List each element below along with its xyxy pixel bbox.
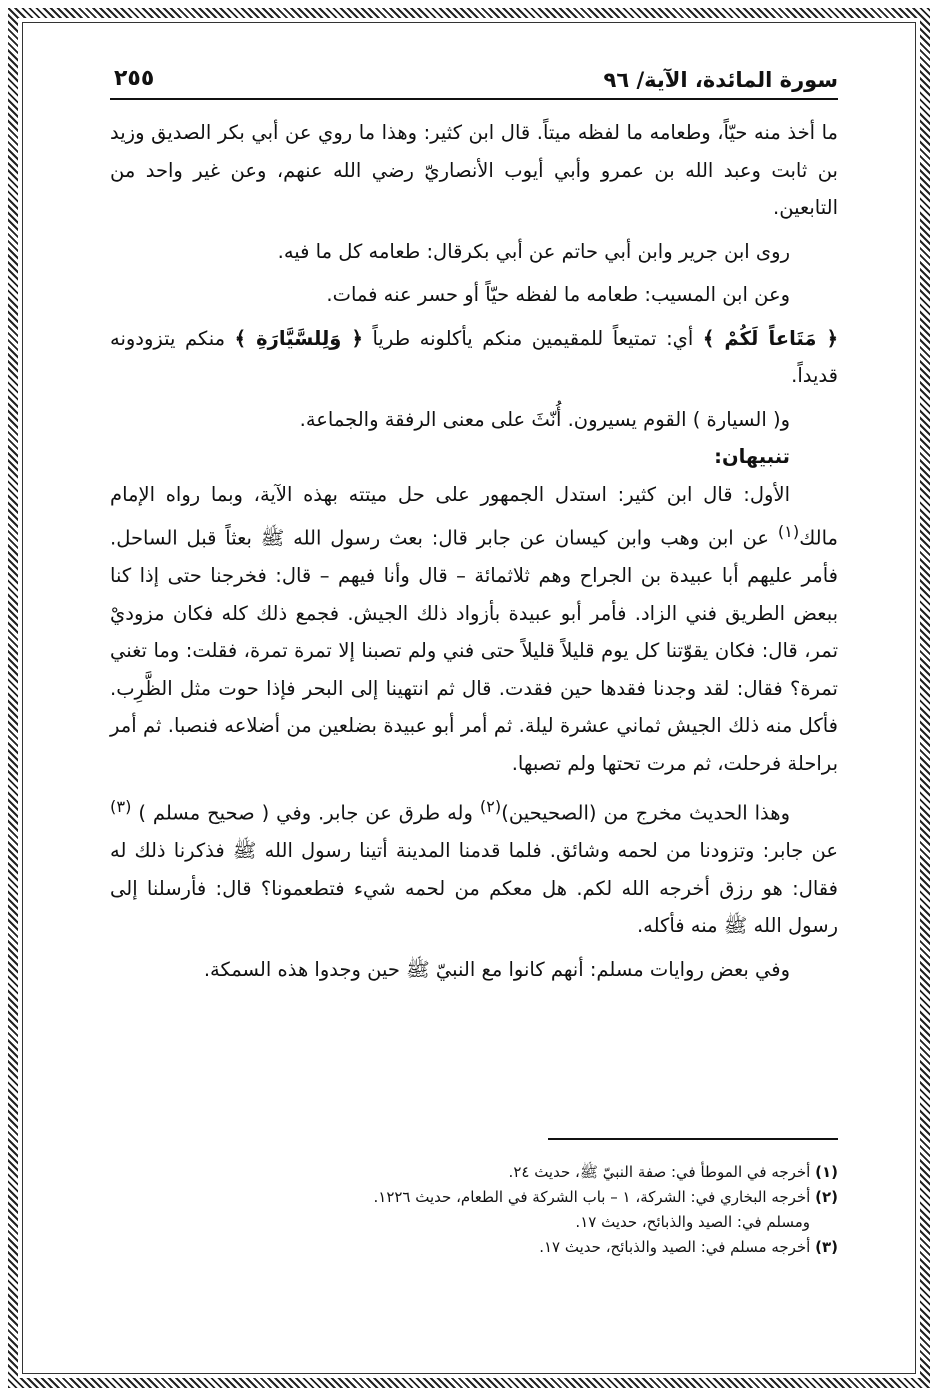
paragraph-1: ما أخذ منه حيّاً، وطعامه ما لفظه ميتاً. قال ابن كثير: وهذا ما روي عن أبي بكر الصديق وزيد بن ثابت وعبد الله بن عمرو وأبي أيوب الأنصاريّ رضي الله عنهم، وعن غير واحد من التابعين.	[110, 121, 838, 219]
footnote-1	[110, 1160, 838, 1185]
footnote-text: أخرجه البخاري في: الشركة، ١ – باب الشركة في الطعام، حديث ١٢٢٦.	[373, 1188, 816, 1206]
paragraph-5: و( السيارة ) القوم يسيرون. أُنّثَ على معنى الرفقة والجماعة.	[299, 407, 790, 431]
footnote-2-continued	[110, 1210, 838, 1235]
page-number: ٢٥٥	[114, 66, 155, 91]
paragraph-4-mid: أي: تمتيعاً للمقيمين منكم يأكلونه طرياً	[362, 326, 703, 350]
book-page	[110, 60, 838, 1310]
paragraph-3: وعن ابن المسيب: طعامه ما لفظه حيّاً أو حسر عنه فمات.	[326, 283, 790, 306]
paragraph-2: روى ابن جرير وابن أبي حاتم عن أبي بكرقال: طعامه كل ما فيه.	[277, 239, 790, 263]
main-text	[110, 114, 838, 988]
paragraph-7-mid: وله طرق عن جابر. وفي ( صحيح مسلم )	[131, 801, 480, 825]
footnote-ref-3: (٣)	[110, 797, 132, 816]
header-title: سورة المائدة، الآية/ ٩٦	[603, 68, 838, 92]
footnote-ref-2: (٢)	[479, 797, 502, 816]
footnote-number: (٣)	[815, 1238, 838, 1256]
quran-quote-2: ﴿ وَلِلسَّيَّارَةِ ﴾	[234, 326, 363, 350]
paragraph-4-end: منكم يتزودونه قديداً.	[110, 326, 838, 387]
paragraph-7-rest: عن جابر: وتزودنا من لحمه وشائق. فلما قدمنا المدينة أتينا رسول الله ﷺ فذكرنا ذلك له فقال: هو رزق أخرجه الله لكم. هل معكم من لحمه شيء فتطعمونا؟ قال: فأرسلنا إلى رسول الله ﷺ منه فأكله.	[110, 839, 838, 937]
paragraph-6-start: الأول: قال ابن كثير: استدل الجمهور على حل ميتته بهذه الآية، وبما رواه الإمام مالك	[110, 482, 838, 550]
footnote-text: أخرجه في الموطأ في: صفة النبيّ ﷺ، حديث ٢٤.	[508, 1163, 816, 1181]
section-subheading: تنبيهان:	[714, 445, 790, 468]
running-header	[110, 60, 838, 100]
footnote-3	[110, 1235, 838, 1260]
footnotes	[110, 1160, 838, 1260]
paragraph-6	[110, 476, 838, 783]
footnote-text: أخرجه مسلم في: الصيد والذبائح، حديث ١٧.	[539, 1238, 816, 1256]
footnote-number: (١)	[815, 1163, 838, 1181]
footnote-separator	[548, 1138, 838, 1140]
paragraph-7	[110, 788, 838, 945]
footnote-number: (٢)	[815, 1188, 838, 1206]
paragraph-8: وفي بعض روايات مسلم: أنهم كانوا مع النبيّ ﷺ حين وجدوا هذه السمكة.	[203, 957, 790, 981]
footnote-ref-1: (١)	[777, 522, 800, 541]
footnote-2	[110, 1185, 838, 1210]
quran-quote-1: ﴿ مَتَاعاً لَكُمْ ﴾	[702, 326, 838, 350]
paragraph-4	[110, 320, 838, 395]
paragraph-6-rest: عن ابن وهب وابن كيسان عن جابر قال: بعث رسول الله ﷺ بعثاً قبل الساحل. فأمر عليهم أبا عبيدة بن الجراح وهم ثلاثمائة – قال وأنا فيهم – قال: فخرجنا حتى إذا كنا ببعض الطريق فني الزاد. فأمر أبو عبيدة بأزواد ذلك الجيش. فجمع ذلك كله فكان مزوديْ تمر، قال: فكان يقوّتنا كل يوم قليلاً قليلاً حتى فني ولم تصبنا إلا تمرة تمرة، فقلت: وما تغني تمرة؟ فقال: لقد وجدنا فقدها حين فقدت. قال ثم انتهينا إلى البحر فإذا حوت مثل الظَّرِب. فأكل منه ذلك الجيش ثماني عشرة ليلة. ثم أمر أبو عبيدة بضلعين من أضلاعه فنصبا. ثم أمر براحلة فرحلت، ثم مرت تحتها ولم تصبها.	[110, 526, 838, 775]
footnote-text: ومسلم في: الصيد والذبائح، حديث ١٧.	[575, 1213, 810, 1231]
paragraph-7-start: وهذا الحديث مخرج من (الصحيحين)	[501, 801, 790, 825]
